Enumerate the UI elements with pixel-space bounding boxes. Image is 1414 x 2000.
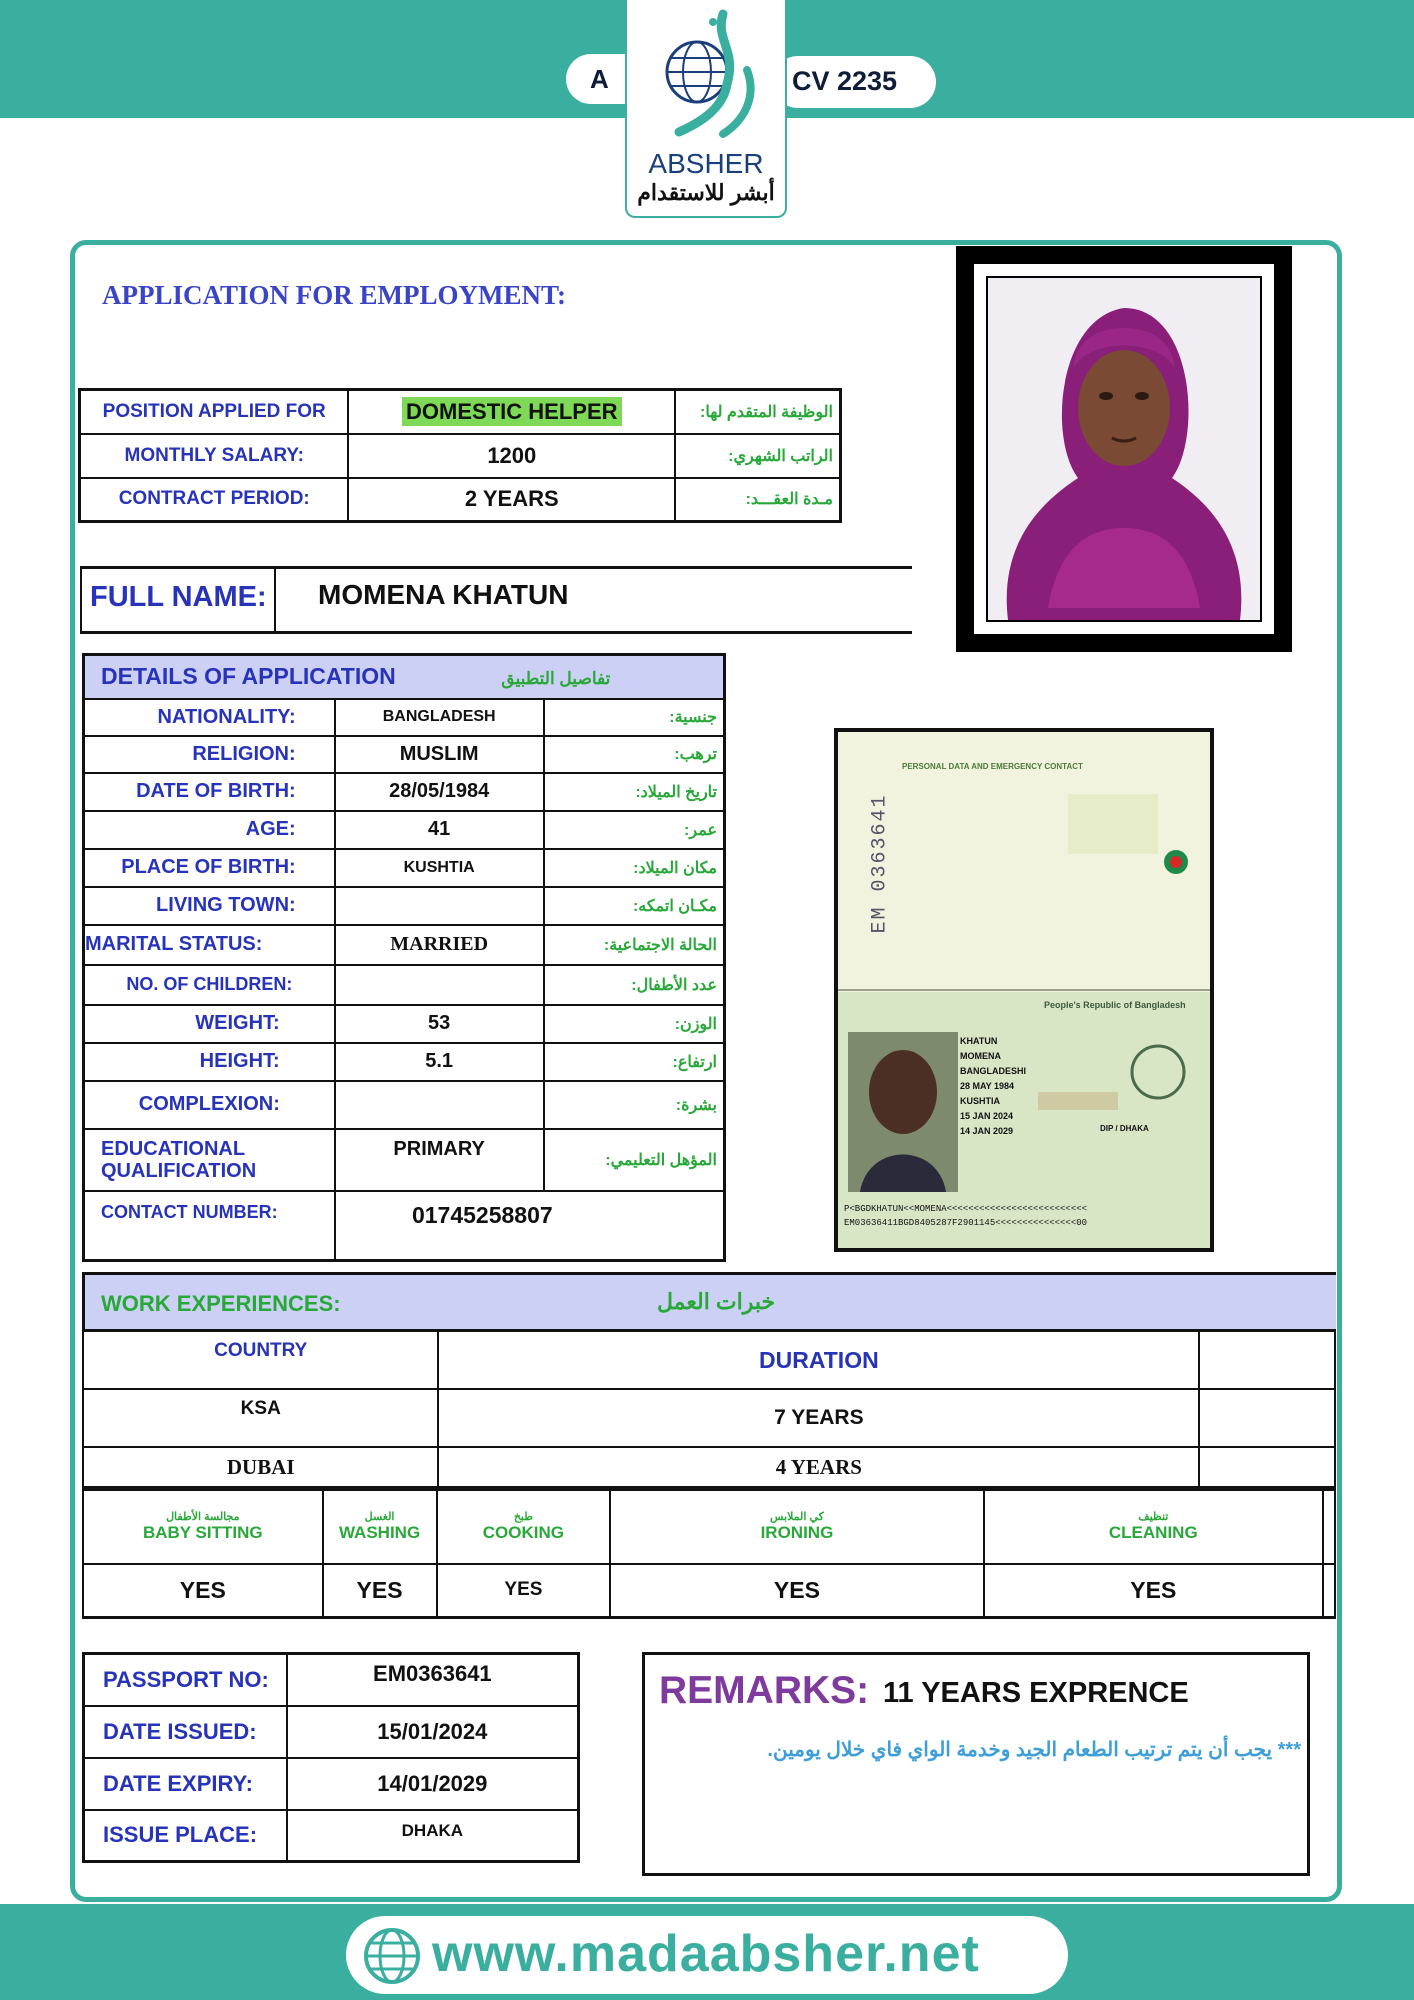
date-issued-value: 15/01/2024 bbox=[287, 1706, 579, 1758]
remarks-box bbox=[642, 1652, 1310, 1876]
divider bbox=[274, 569, 276, 631]
children-value bbox=[335, 965, 544, 1005]
height-label-ar: ارتفاع: bbox=[544, 1043, 725, 1081]
contract-label: CONTRACT PERIOD: bbox=[80, 478, 349, 522]
passport-details-block: KHATUN MOMENA BANGLADESHI 28 MAY 1984 KUSHTIA 15 JAN 2024 14 JAN 2029 bbox=[960, 1036, 1027, 1136]
passport-table bbox=[82, 1652, 580, 1863]
skill-value: YES bbox=[323, 1564, 437, 1618]
passport-no-value: EM0363641 bbox=[287, 1654, 579, 1706]
education-label-ar: المؤهل التعليمي: bbox=[544, 1129, 725, 1191]
age-label: AGE: bbox=[84, 811, 335, 849]
table-row bbox=[84, 1129, 725, 1191]
table-row bbox=[84, 1005, 725, 1043]
table-row bbox=[84, 699, 725, 736]
skills-table bbox=[82, 1488, 1336, 1619]
passport-data-header: PERSONAL DATA AND EMERGENCY CONTACT bbox=[902, 762, 1083, 771]
table-row bbox=[83, 1331, 1335, 1389]
salary-label-ar: الراتب الشهري: bbox=[675, 434, 840, 478]
logo-text-ar: أبشر للاستقدام bbox=[637, 180, 775, 205]
page-title: APPLICATION FOR EMPLOYMENT: bbox=[102, 280, 566, 310]
passport-mrz: P<BGDKHATUN<<MOMENA<<<<<<<<<<<<<<<<<<<<<<<<<< EM03636411BGD8405287F2901145<<<<<<<<<<<<<<<00 bbox=[844, 1204, 1088, 1228]
nationality-label-ar: جنسية: bbox=[544, 699, 725, 736]
passport-scan bbox=[834, 728, 1214, 1252]
full-name-row bbox=[80, 566, 912, 634]
living-town-label-ar: مكـان اتمكه: bbox=[544, 887, 725, 925]
details-header bbox=[84, 655, 725, 699]
dob-label-ar: تاريخ الميلاد: bbox=[544, 773, 725, 811]
table-row bbox=[83, 1389, 1335, 1447]
portrait-image bbox=[988, 278, 1260, 620]
table-row bbox=[84, 811, 725, 849]
date-expiry-value: 14/01/2029 bbox=[287, 1758, 579, 1810]
work-duration: 7 YEARS bbox=[438, 1389, 1199, 1447]
table-row bbox=[84, 1654, 579, 1706]
work-experience-table bbox=[82, 1330, 1336, 1488]
table-row bbox=[84, 1810, 579, 1862]
remarks-note: *** يجب أن يتم ترتيب الطعام الجيد وخدمة الواي فاي خلال يومين. bbox=[767, 1739, 1301, 1761]
work-experience-title-ar: خبرات العمل bbox=[657, 1289, 776, 1314]
nationality-label: NATIONALITY: bbox=[84, 699, 335, 736]
position-row bbox=[80, 390, 841, 434]
birthplace-value: KUSHTIA bbox=[335, 849, 544, 887]
weight-value: 53 bbox=[335, 1005, 544, 1043]
position-value: DOMESTIC HELPER bbox=[348, 390, 675, 434]
skill-header: تنظيف CLEANING bbox=[984, 1490, 1323, 1564]
date-issued-label: DATE ISSUED: bbox=[84, 1706, 287, 1758]
skill-value: YES bbox=[437, 1564, 611, 1618]
work-duration: 4 YEARS bbox=[438, 1447, 1199, 1487]
skill-value: YES bbox=[83, 1564, 323, 1618]
cv-number-pill: CV 2235 bbox=[772, 56, 936, 108]
logo-text-en: ABSHER bbox=[648, 148, 764, 179]
table-row bbox=[84, 925, 725, 965]
table-row bbox=[83, 1447, 1335, 1487]
contact-label: CONTACT NUMBER: bbox=[84, 1191, 335, 1261]
contract-row bbox=[80, 478, 841, 522]
weight-label: WEIGHT: bbox=[84, 1005, 335, 1043]
issue-place-label: ISSUE PLACE: bbox=[84, 1810, 287, 1862]
education-value: PRIMARY bbox=[335, 1129, 544, 1191]
contract-value: 2 YEARS bbox=[348, 478, 675, 522]
marital-status-value: MARRIED bbox=[335, 925, 544, 965]
children-label: NO. OF CHILDREN: bbox=[84, 965, 335, 1005]
birthplace-label: PLACE OF BIRTH: bbox=[84, 849, 335, 887]
skill-header: كي الملابس IRONING bbox=[610, 1490, 983, 1564]
religion-value: MUSLIM bbox=[335, 736, 544, 773]
full-name-value: MOMENA KHATUN bbox=[318, 579, 569, 610]
applicant-photo bbox=[956, 246, 1292, 652]
table-row bbox=[84, 1081, 725, 1129]
skill-header: مجالسة الأطفال BABY SITTING bbox=[83, 1490, 323, 1564]
salary-row bbox=[80, 434, 841, 478]
children-label-ar: عدد الأطفال: bbox=[544, 965, 725, 1005]
table-row bbox=[84, 773, 725, 811]
work-country: DUBAI bbox=[83, 1447, 438, 1487]
table-row bbox=[84, 736, 725, 773]
table-row bbox=[84, 1191, 725, 1261]
position-table bbox=[78, 388, 842, 523]
absher-logo bbox=[625, 0, 787, 218]
height-value: 5.1 bbox=[335, 1043, 544, 1081]
age-label-ar: عمر: bbox=[544, 811, 725, 849]
contract-label-ar: مـدة العقـــد: bbox=[675, 478, 840, 522]
skill-value: YES bbox=[984, 1564, 1323, 1618]
table-row bbox=[84, 887, 725, 925]
table-row bbox=[84, 1758, 579, 1810]
work-country: KSA bbox=[83, 1389, 438, 1447]
living-town-label: LIVING TOWN: bbox=[84, 887, 335, 925]
country-column-header: COUNTRY bbox=[83, 1331, 438, 1389]
marital-status-label-ar: الحالة الاجتماعية: bbox=[544, 925, 725, 965]
passport-image bbox=[838, 732, 1210, 1248]
work-experience-title: WORK EXPERIENCES: bbox=[101, 1291, 341, 1316]
weight-label-ar: الوزن: bbox=[544, 1005, 725, 1043]
nationality-value: BANGLADESH bbox=[335, 699, 544, 736]
age-value: 41 bbox=[335, 811, 544, 849]
issue-place-value: DHAKA bbox=[287, 1810, 579, 1862]
salary-value: 1200 bbox=[348, 434, 675, 478]
date-expiry-label: DATE EXPIRY: bbox=[84, 1758, 287, 1810]
remarks-label: REMARKS: bbox=[659, 1669, 870, 1712]
education-label: EDUCATIONAL QUALIFICATION bbox=[84, 1129, 335, 1191]
passport-country: People's Republic of Bangladesh bbox=[1044, 1000, 1186, 1010]
skills-value-row bbox=[83, 1564, 1335, 1618]
complexion-label: COMPLEXION: bbox=[84, 1081, 335, 1129]
marital-status-label: MARITAL STATUS: bbox=[84, 925, 335, 965]
dob-label: DATE OF BIRTH: bbox=[84, 773, 335, 811]
skills-header-row bbox=[83, 1490, 1335, 1564]
skill-header: طبخ COOKING bbox=[437, 1490, 611, 1564]
category-pill: A bbox=[566, 54, 656, 104]
details-table bbox=[82, 653, 726, 1262]
skill-value: YES bbox=[610, 1564, 983, 1618]
table-row bbox=[84, 849, 725, 887]
duration-column-header: DURATION bbox=[438, 1331, 1199, 1389]
globe-logo-icon bbox=[627, 0, 789, 150]
passport-no-label: PASSPORT NO: bbox=[84, 1654, 287, 1706]
height-label: HEIGHT: bbox=[84, 1043, 335, 1081]
birthplace-label-ar: مكان الميلاد: bbox=[544, 849, 725, 887]
living-town-value bbox=[335, 887, 544, 925]
religion-label-ar: ترهب: bbox=[544, 736, 725, 773]
passport-number-vertical: EM 0363641 bbox=[868, 793, 892, 934]
remarks-value: 11 YEARS EXPRENCE bbox=[883, 1677, 1189, 1709]
position-label-ar: الوظيفة المتقدم لها: bbox=[675, 390, 840, 434]
details-title: DETAILS OF APPLICATION bbox=[101, 663, 396, 690]
table-row bbox=[84, 965, 725, 1005]
globe-icon bbox=[362, 1926, 422, 1986]
complexion-value bbox=[335, 1081, 544, 1129]
table-row bbox=[84, 1043, 725, 1081]
dob-value: 28/05/1984 bbox=[335, 773, 544, 811]
website-text: www.madaabsher.net bbox=[432, 1925, 980, 1983]
work-experience-header bbox=[82, 1272, 1336, 1332]
salary-label: MONTHLY SALARY: bbox=[80, 434, 349, 478]
contact-value: 01745258807 bbox=[335, 1191, 725, 1261]
website-link[interactable] bbox=[346, 1916, 1068, 1994]
details-title-ar: تفاصيل التطبيق bbox=[501, 669, 611, 689]
religion-label: RELIGION: bbox=[84, 736, 335, 773]
position-label: POSITION APPLIED FOR bbox=[80, 390, 349, 434]
passport-authority: DIP / DHAKA bbox=[1100, 1124, 1149, 1133]
complexion-label-ar: بشرة: bbox=[544, 1081, 725, 1129]
table-row bbox=[84, 1706, 579, 1758]
full-name-label: FULL NAME: bbox=[90, 581, 267, 613]
skill-header: الغسل WASHING bbox=[323, 1490, 437, 1564]
